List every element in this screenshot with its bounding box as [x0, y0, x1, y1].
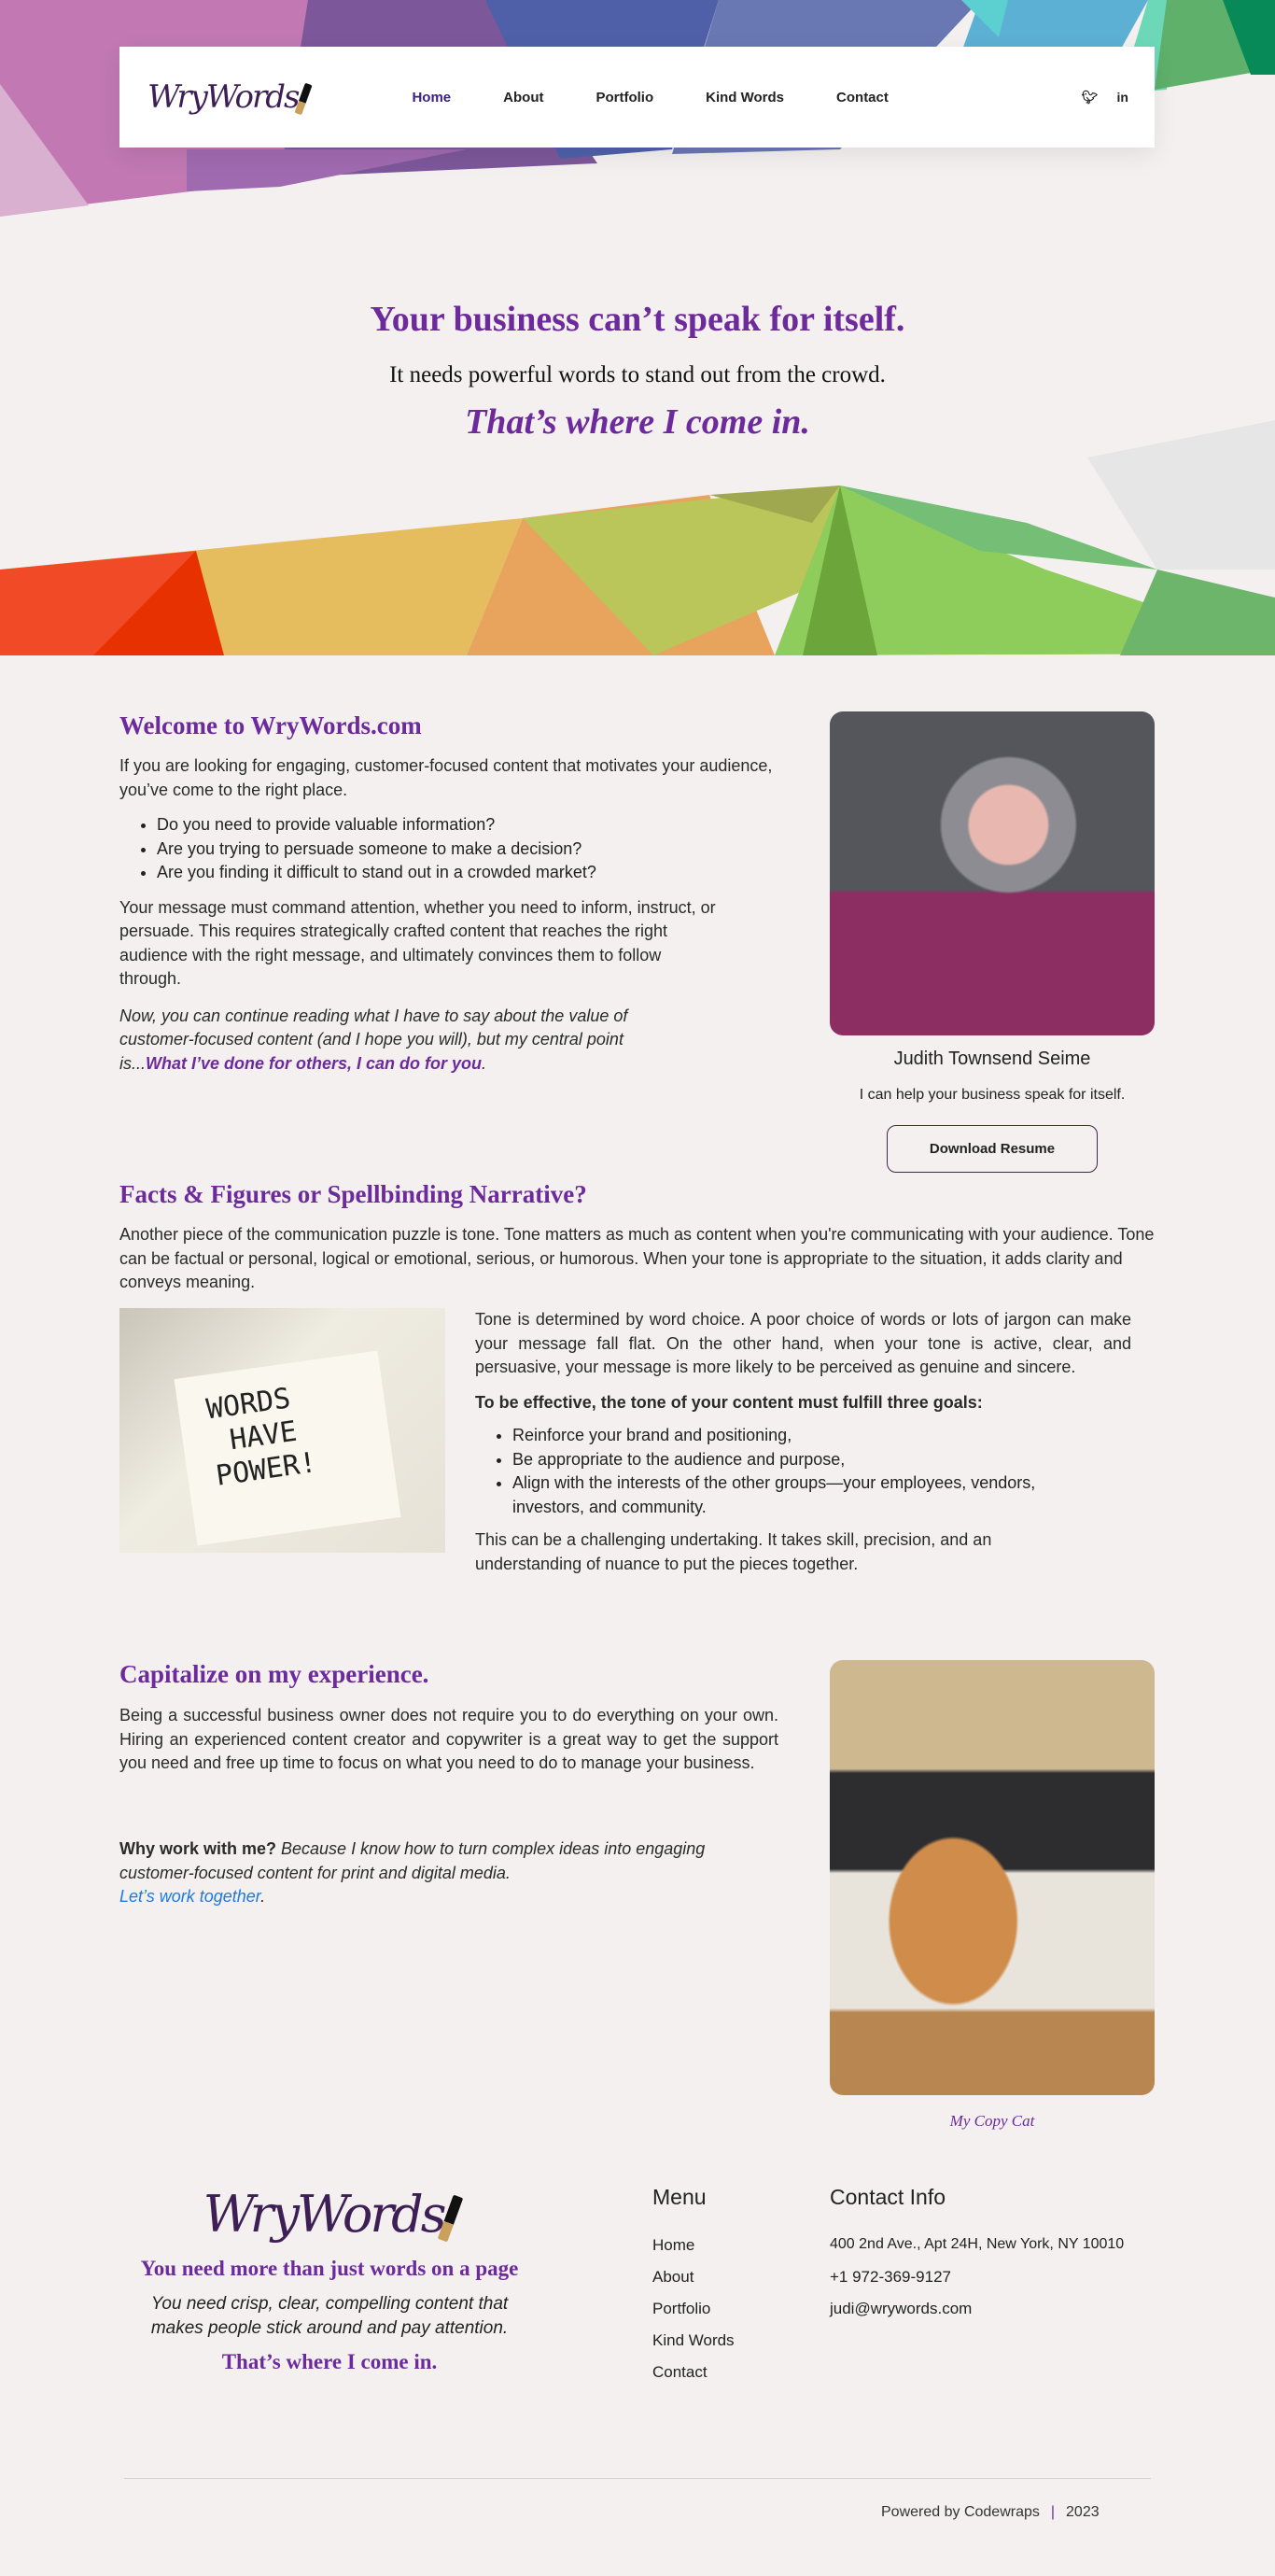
welcome-bullets: [119, 813, 801, 885]
goal-item: • Reinforce your brand and positioning,: [512, 1424, 1054, 1448]
footer-credits: Powered by Codewraps | 2023: [881, 2504, 1100, 2520]
hero-title: Your business can’t speak for itself.: [370, 300, 905, 339]
nav-portfolio[interactable]: Portfolio: [595, 89, 654, 106]
social-links: [1082, 90, 1128, 106]
bullet-item: • Are you finding it difficult to stand out in a crowded market?: [157, 861, 801, 885]
footer-phone[interactable]: +1 972-369-9127: [830, 2268, 951, 2286]
footer-brand: [119, 2185, 539, 2374]
linkedin-icon[interactable]: in: [1116, 89, 1128, 105]
footer-contact-heading: Contact Info: [830, 2185, 946, 2209]
nav-home[interactable]: Home: [412, 89, 452, 106]
footer-menu-heading: Menu: [652, 2185, 707, 2209]
welcome-content: [119, 754, 801, 1076]
nav-kind-words[interactable]: Kind Words: [706, 89, 785, 106]
words-have-power-image: WORDS HAVE POWER!: [119, 1308, 445, 1553]
welcome-intro: If you are looking for engaging, customer-focused content that motivates your audience, you’ve come to the right place.: [119, 756, 773, 799]
download-resume-button[interactable]: Download Resume: [887, 1125, 1098, 1173]
capitalize-heading: Capitalize on my experience.: [119, 1660, 429, 1688]
cat-photo: [830, 1660, 1155, 2095]
bullet-item: • Are you trying to persuade someone to make a decision?: [157, 838, 801, 862]
welcome-italic: Now, you can continue reading what I have to say about the value of customer-focused content (and I hope you will), but my central point is...What I’ve done for others, I can do for you.: [119, 1006, 628, 1073]
goal-item: • Be appropriate to the audience and purpose,: [512, 1448, 1054, 1472]
powered-by-link[interactable]: Powered by Codewraps: [881, 2504, 1040, 2520]
profile-photo: [830, 711, 1155, 1035]
nav-contact[interactable]: Contact: [836, 89, 889, 106]
profile-name: Judith Townsend Seime: [893, 1049, 1091, 1069]
facts-para: Another piece of the communication puzzle is tone. Tone matters as much as content when you're communicating with your audience. Tone can be factual or personal, logical or emotional, serious, or humorous. When your tone is appropriate to the situation, it adds clarity and conveys meaning.: [119, 1225, 1155, 1291]
why-work-with-me: Why work with me? Because I know how to turn complex ideas into engaging customer-focused content for print and digital media. Let’s work together.: [119, 1839, 706, 1906]
footer-link-portfolio[interactable]: Portfolio: [652, 2300, 711, 2317]
footer-link-about[interactable]: About: [652, 2268, 694, 2286]
main-nav: [412, 90, 940, 106]
footer-address: 400 2nd Ave., Apt 24H, New York, NY 10010: [830, 2236, 1125, 2252]
profile-tagline: I can help your business speak for itself.: [859, 1087, 1126, 1103]
facts-heading: Facts & Figures or Spellbinding Narrative?: [119, 1180, 587, 1208]
footer-logo[interactable]: WryWords: [119, 2185, 539, 2244]
footer-link-kind-words[interactable]: Kind Words: [652, 2331, 735, 2349]
nav-about[interactable]: About: [503, 89, 544, 106]
facts-right: [475, 1308, 1131, 1576]
facts-para2: Tone is determined by word choice. A poor choice of words or lots of jargon can make your message fall flat. On the other hand, when your tone is active, clear, and persuasive, your message is more likely to be perceived as genuine and sincere.: [475, 1310, 1131, 1376]
footer-headline: You need more than just words on a page: [140, 2257, 519, 2280]
goals-list: [475, 1424, 1054, 1519]
footer-divider: [124, 2478, 1151, 2479]
footer-link-home[interactable]: Home: [652, 2236, 695, 2254]
facts-para3: This can be a challenging undertaking. It takes skill, precision, and an understanding of nuance to put the pieces together.: [475, 1530, 992, 1573]
twitter-icon[interactable]: 🐦︎: [1081, 89, 1099, 105]
goal-item: • Align with the interests of the other groups—your employees, vendors, investors, and community.: [512, 1471, 1054, 1519]
capitalize-para: Being a successful business owner does not require you to do everything on your own. Hiring an experienced content creator and copywriter is a great way to get the support you need and free up time to focus on what you need to do to manage your business.: [119, 1706, 778, 1772]
goals-heading: To be effective, the tone of your content must fulfill three goals:: [475, 1392, 983, 1412]
hero-subtitle: It needs powerful words to stand out from the crowd.: [389, 362, 886, 387]
footer-link-contact[interactable]: Contact: [652, 2363, 708, 2381]
hero-tagline: That’s where I come in.: [465, 402, 810, 442]
cat-caption: My Copy Cat: [949, 2112, 1035, 2130]
footer-email[interactable]: judi@wrywords.com: [830, 2300, 973, 2317]
welcome-para: Your message must command attention, whether you need to inform, instruct, or persuade. This requires strategically crafted content that reaches the right audience with the right message, and ultimately convinces them to follow through.: [119, 897, 716, 988]
lets-work-together-link[interactable]: Let’s work together: [119, 1887, 261, 1906]
footer-tagline: That’s where I come in.: [221, 2350, 438, 2373]
welcome-heading: Welcome to WryWords.com: [119, 711, 422, 739]
logo[interactable]: WryWords: [147, 78, 307, 116]
footer-contact: [830, 2185, 1124, 2318]
footer-text: You need crisp, clear, compelling content that makes people stick around and pay attention.: [150, 2294, 509, 2338]
bullet-item: • Do you need to provide valuable information?: [157, 813, 801, 838]
footer-menu: [652, 2185, 735, 2395]
site-header: [119, 47, 1155, 148]
